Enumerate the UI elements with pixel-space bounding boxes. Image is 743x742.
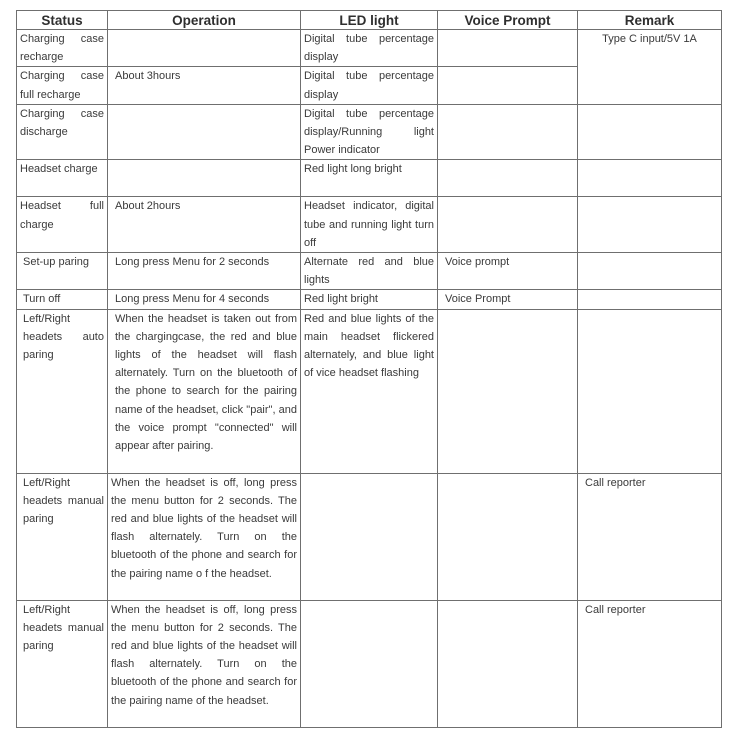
led-cell: Headset indicator, digital tube and running light turn off — [301, 197, 438, 253]
table-row — [17, 197, 722, 253]
led-cell: Red light bright — [301, 290, 438, 309]
operation-cell: Long press Menu for 4 seconds — [108, 290, 301, 309]
header-voice-prompt: Voice Prompt — [438, 11, 578, 30]
led-cell: Red light long bright — [301, 160, 438, 197]
operation-cell: About 2hours — [108, 197, 301, 253]
operation-cell — [108, 160, 301, 197]
table-row — [17, 30, 722, 67]
status-cell: Charging case discharge — [17, 104, 108, 160]
header-led-light: LED light — [301, 11, 438, 30]
voice-cell — [438, 160, 578, 197]
header-remark: Remark — [578, 11, 722, 30]
status-cell: Left/Right headets manual paring — [17, 473, 108, 600]
table-row — [17, 160, 722, 197]
voice-cell — [438, 30, 578, 67]
remark-cell — [578, 104, 722, 160]
table-row — [17, 290, 722, 309]
remark-cell: Type C input/5V 1A — [578, 30, 722, 105]
header-row — [17, 11, 722, 30]
operation-cell: When the headset is off, long press the menu button for 2 seconds. The red and blue lights of the headset will flash alternately. Turn on the bluetooth of the phone and search for the pairing name of the headset. — [108, 600, 301, 727]
operation-cell: About 3hours — [108, 67, 301, 104]
status-cell: Left/Right headets manual paring — [17, 600, 108, 727]
remark-cell: Call reporter — [578, 473, 722, 600]
voice-cell — [438, 197, 578, 253]
status-cell: Charging case recharge — [17, 30, 108, 67]
status-cell: Headset charge — [17, 160, 108, 197]
operation-cell — [108, 30, 301, 67]
voice-cell — [438, 309, 578, 473]
remark-cell — [578, 309, 722, 473]
remark-cell — [578, 290, 722, 309]
operation-cell — [108, 104, 301, 160]
voice-cell — [438, 67, 578, 104]
voice-cell: Voice prompt — [438, 253, 578, 290]
led-cell: Digital tube percentage display — [301, 30, 438, 67]
operation-cell: Long press Menu for 2 seconds — [108, 253, 301, 290]
spec-table — [16, 10, 722, 728]
led-cell: Digital tube percentage display/Running light Power indicator — [301, 104, 438, 160]
table-row — [17, 104, 722, 160]
table-row — [17, 473, 722, 600]
led-cell: Digital tube percentage display — [301, 67, 438, 104]
remark-cell — [578, 253, 722, 290]
voice-cell — [438, 473, 578, 600]
status-cell: Turn off — [17, 290, 108, 309]
operation-cell: When the headset is off, long press the menu button for 2 seconds. The red and blue lights of the headset will flash alternately. Turn on the bluetooth of the phone and search for the pairing name o f the headset. — [108, 473, 301, 600]
remark-cell: Call reporter — [578, 600, 722, 727]
table-row — [17, 600, 722, 727]
remark-cell — [578, 197, 722, 253]
remark-cell — [578, 160, 722, 197]
operation-cell: When the headset is taken out from the chargingcase, the red and blue lights of the headset will flash alternately. Turn on the bluetooth of the phone to search for the pairing name of the headset, click "pair", and the voice prompt "connected" will appear after pairing. — [108, 309, 301, 473]
voice-cell — [438, 600, 578, 727]
led-cell — [301, 473, 438, 600]
led-cell — [301, 600, 438, 727]
header-status: Status — [17, 11, 108, 30]
status-cell: Headset full charge — [17, 197, 108, 253]
table-row — [17, 253, 722, 290]
voice-cell — [438, 104, 578, 160]
table-row — [17, 309, 722, 473]
led-cell: Alternate red and blue lights — [301, 253, 438, 290]
status-cell: Set-up paring — [17, 253, 108, 290]
led-cell: Red and blue lights of the main headset flickered alternately, and blue light of vice headset flashing — [301, 309, 438, 473]
voice-cell: Voice Prompt — [438, 290, 578, 309]
status-cell: Charging case full recharge — [17, 67, 108, 104]
status-cell: Left/Right headets auto paring — [17, 309, 108, 473]
header-operation: Operation — [108, 11, 301, 30]
